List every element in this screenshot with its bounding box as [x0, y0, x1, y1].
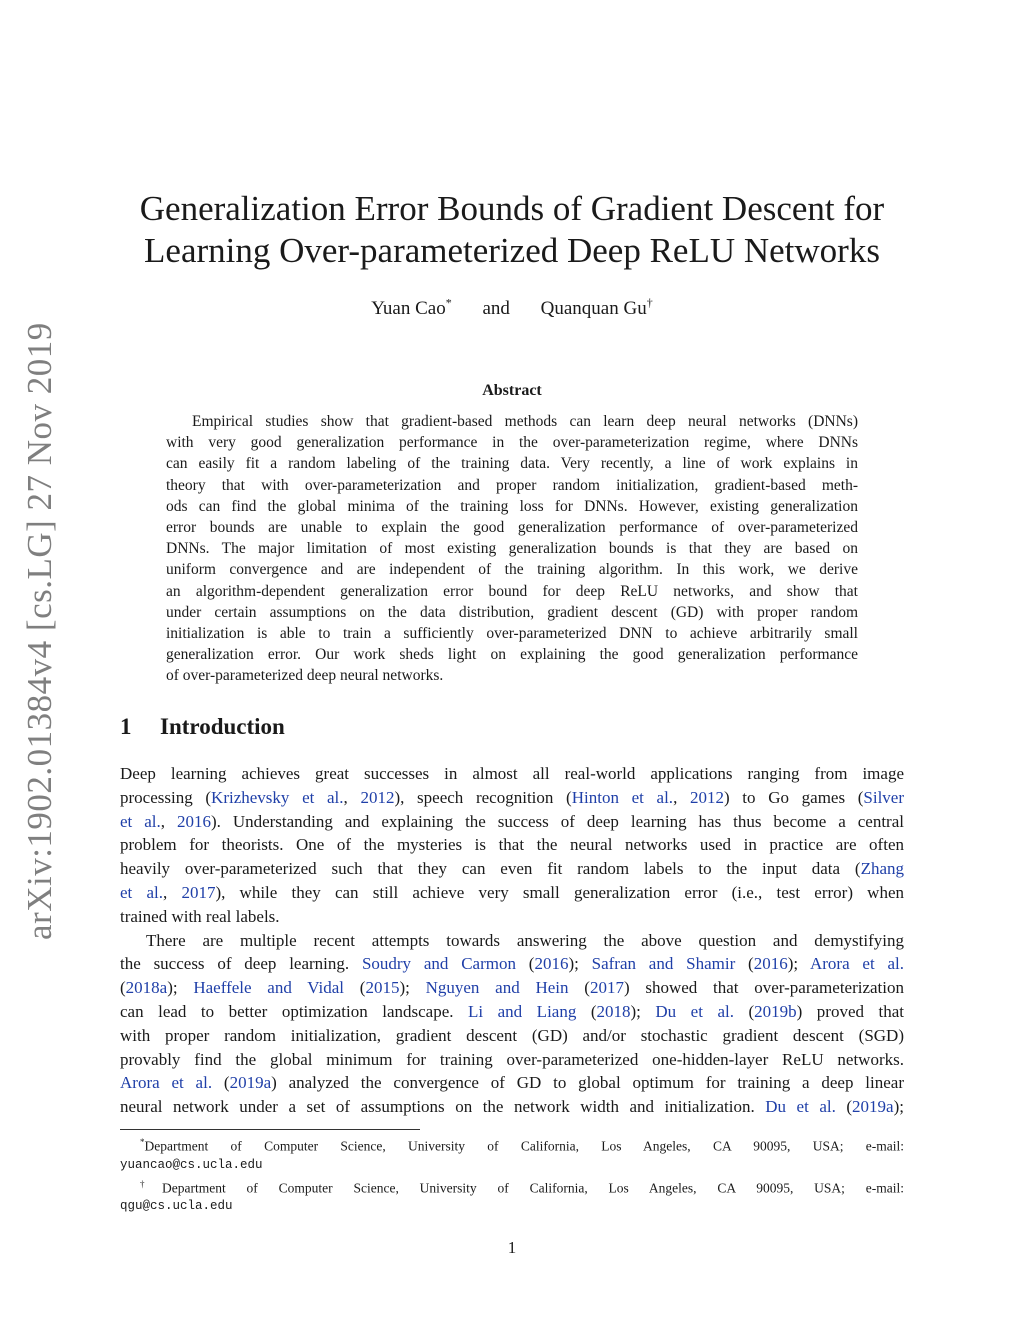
- body-text: (: [120, 978, 126, 998]
- footnote-email[interactable]: yuancao@cs.ucla.edu: [120, 1157, 263, 1172]
- para2-line: [120, 1048, 904, 1072]
- para2-line: [120, 1095, 904, 1119]
- body-text: (: [344, 978, 366, 998]
- body-text: ) showed that over-parameterization: [623, 978, 905, 998]
- body-text: (: [568, 978, 590, 998]
- body-text: (: [576, 1001, 597, 1021]
- introduction-body: [120, 762, 904, 1119]
- citation-link[interactable]: Li and Liang: [468, 1001, 577, 1021]
- body-text: (: [733, 1001, 755, 1021]
- footnotes: [120, 1133, 904, 1216]
- citation-link[interactable]: 2017: [589, 978, 624, 998]
- body-text: problem for theorists. One of the mysteries is that the neural networks used in practice are often: [120, 835, 904, 855]
- author-list: [120, 296, 904, 320]
- citation-link[interactable]: 2016: [176, 811, 211, 831]
- body-text: neural network under a set of assumptions on the network width and initialization.: [120, 1097, 766, 1117]
- author-1: [371, 298, 451, 319]
- body-text: ,: [162, 882, 182, 902]
- para1-line: [120, 905, 904, 929]
- footnote-mark: †: [140, 1178, 162, 1189]
- arxiv-stamp: arXiv:1902.01384v4 [cs.LG] 27 Nov 2019: [20, 322, 59, 940]
- body-text: can lead to better optimization landscape.: [120, 1001, 469, 1021]
- abstract-line: of over-parameterized deep neural networks.: [166, 667, 444, 685]
- abstract-line: under certain assumptions on the data distribution, gradient descent (GD) with proper random: [166, 603, 858, 621]
- body-text: ,: [343, 787, 361, 807]
- para1-line: [120, 810, 904, 834]
- body-text: );: [787, 954, 810, 974]
- abstract-line: ods can find the global minima of the training loss for DNNs. However, existing generalization: [166, 497, 858, 515]
- abstract-line: an algorithm-dependent generalization error bound for deep ReLU networks, and show that: [166, 582, 858, 600]
- abstract-line: error bounds are unable to explain the good generalization performance of over-parameterized: [166, 519, 858, 537]
- body-text: ), speech recognition (: [394, 787, 572, 807]
- abstract-heading: Abstract: [482, 382, 542, 399]
- citation-link[interactable]: Du et al.: [655, 1001, 734, 1021]
- para2-line: [120, 1024, 904, 1048]
- para2-line: [120, 976, 904, 1000]
- abstract-line: Empirical studies show that gradient-based methods can learn deep neural networks (DNNs): [192, 413, 858, 430]
- body-text: ,: [160, 811, 177, 831]
- footnote-mark: *: [140, 1137, 145, 1147]
- citation-link[interactable]: Haeffele and Vidal: [193, 978, 345, 998]
- author-connector: and: [482, 298, 510, 320]
- body-text: provably find the global minimum for training over-parameterized one-hidden-layer ReLU networks.: [120, 1049, 904, 1069]
- para2-line: [120, 1071, 904, 1095]
- citation-link[interactable]: Safran and Shamir: [591, 954, 736, 974]
- citation-link[interactable]: Nguyen and Hein: [425, 978, 569, 998]
- citation-link[interactable]: 2019a: [229, 1073, 272, 1093]
- author-1-mark: *: [445, 296, 452, 310]
- paper-title: [120, 188, 904, 272]
- footnote-affiliation: Department of Computer Science, University of California, Los Angeles, CA 90095, USA; e-mail:: [161, 1180, 904, 1195]
- body-text: with proper random initialization, gradient descent (GD) and/or stochastic gradient descent (SGD): [120, 1025, 904, 1045]
- author-2-name: Quanquan Gu: [540, 298, 647, 320]
- body-text: Deep learning achieves great successes in almost all real-world applications ranging from image: [120, 764, 904, 783]
- citation-link[interactable]: Du et al.: [765, 1097, 836, 1117]
- body-text: trained with real labels.: [120, 906, 280, 926]
- footnote-affiliation: Department of Computer Science, University of California, Los Angeles, CA 90095, USA; e-mail:: [144, 1138, 904, 1154]
- citation-link[interactable]: 2017: [181, 882, 216, 902]
- body-text: );: [167, 978, 194, 998]
- citation-link[interactable]: 2019b: [754, 1001, 797, 1021]
- body-text: );: [893, 1097, 904, 1117]
- citation-link[interactable]: Silver: [863, 787, 905, 807]
- para1-line: [120, 762, 904, 786]
- citation-link[interactable]: Arora et al.: [120, 1073, 213, 1093]
- author-2-mark: †: [646, 296, 653, 310]
- footnote-email[interactable]: qgu@cs.ucla.edu: [120, 1199, 233, 1213]
- author-2: [541, 298, 653, 319]
- body-text: );: [399, 978, 426, 998]
- citation-link[interactable]: 2016: [753, 954, 788, 974]
- footnote-rule: [120, 1129, 420, 1130]
- abstract-line: with very good generalization performance in the over-parameterization regime, where DNNs: [166, 434, 858, 452]
- body-text: processing (: [120, 787, 212, 807]
- body-text: heavily over-parameterized such that they can even fit random labels to the input data (: [120, 859, 861, 879]
- citation-link[interactable]: Zhang: [860, 859, 904, 879]
- para1-line: [120, 786, 904, 810]
- body-text: );: [630, 1001, 656, 1021]
- citation-link[interactable]: et al.: [120, 882, 163, 902]
- title-line-2: Learning Over-parameterized Deep ReLU Networks: [144, 231, 880, 270]
- footnote-text: [120, 1175, 904, 1198]
- citation-link[interactable]: 2012: [360, 787, 395, 807]
- citation-link[interactable]: 2015: [365, 978, 400, 998]
- body-text: ). Understanding and explaining the success of deep learning has thus become a central: [210, 811, 904, 831]
- para2-line: [120, 952, 904, 976]
- citation-link[interactable]: Hinton et al.: [571, 787, 674, 807]
- abstract-line: initialization is able to train a sufficiently over-parameterized DNN to achieve arbitrarily small: [166, 625, 858, 643]
- body-text: ) analyzed the convergence of GD to global optimum for training a deep linear: [271, 1073, 904, 1093]
- citation-link[interactable]: Arora et al.: [809, 954, 904, 974]
- abstract-line: theory that with over-parameterization and proper random initialization, gradient-based meth-: [166, 476, 858, 494]
- body-text: There are multiple recent attempts towards answering the above question and demystifying: [146, 930, 904, 950]
- citation-link[interactable]: Soudry and Carmon: [361, 954, 516, 974]
- footnote: [120, 1175, 904, 1217]
- body-text: (: [835, 1097, 853, 1117]
- para2-line: [120, 1000, 904, 1024]
- abstract-line: generalization error. Our work sheds light on explaining the good generalization performance: [166, 646, 858, 664]
- author-1-name: Yuan Cao: [371, 298, 446, 320]
- para2-line: [120, 929, 904, 953]
- body-text: ) proved that: [796, 1001, 904, 1021]
- footnote-text: [120, 1133, 904, 1156]
- footnote: [120, 1133, 904, 1175]
- page-number: 1: [507, 1238, 517, 1257]
- abstract-line: DNNs. The major limitation of most existing generalization bounds is that they are based on: [166, 540, 858, 558]
- citation-link[interactable]: 2019a: [852, 1097, 894, 1117]
- body-text: ) to Go games (: [723, 787, 864, 807]
- body-text: (: [212, 1073, 230, 1093]
- abstract-line: can easily fit a random labeling of the training data. Very recently, a line of work explains in: [166, 455, 858, 473]
- body-text: (: [735, 954, 754, 974]
- citation-link[interactable]: et al.: [120, 811, 161, 831]
- citation-link[interactable]: 2018: [596, 1001, 631, 1021]
- body-text: ,: [673, 787, 690, 807]
- section-heading: [120, 714, 285, 740]
- citation-link[interactable]: 2018a: [125, 978, 168, 998]
- para1-line: [120, 833, 904, 857]
- abstract-body: [166, 411, 858, 687]
- section-title: Introduction: [160, 714, 285, 739]
- body-text: (: [515, 954, 535, 974]
- para1-line: [120, 881, 904, 905]
- body-text: the success of deep learning.: [120, 954, 362, 974]
- para1-line: [120, 857, 904, 881]
- abstract-line: uniform convergence and are independent of the training algorithm. In this work, we derive: [166, 561, 858, 579]
- section-number: 1: [120, 714, 132, 739]
- body-text: ), while they can still achieve very small generalization error (i.e., test error) when: [215, 882, 905, 902]
- citation-link[interactable]: Krizhevsky et al.: [211, 787, 344, 807]
- citation-link[interactable]: 2012: [689, 787, 724, 807]
- citation-link[interactable]: 2016: [534, 954, 569, 974]
- title-line-1: Generalization Error Bounds of Gradient Descent for: [139, 189, 885, 228]
- body-text: );: [568, 954, 592, 974]
